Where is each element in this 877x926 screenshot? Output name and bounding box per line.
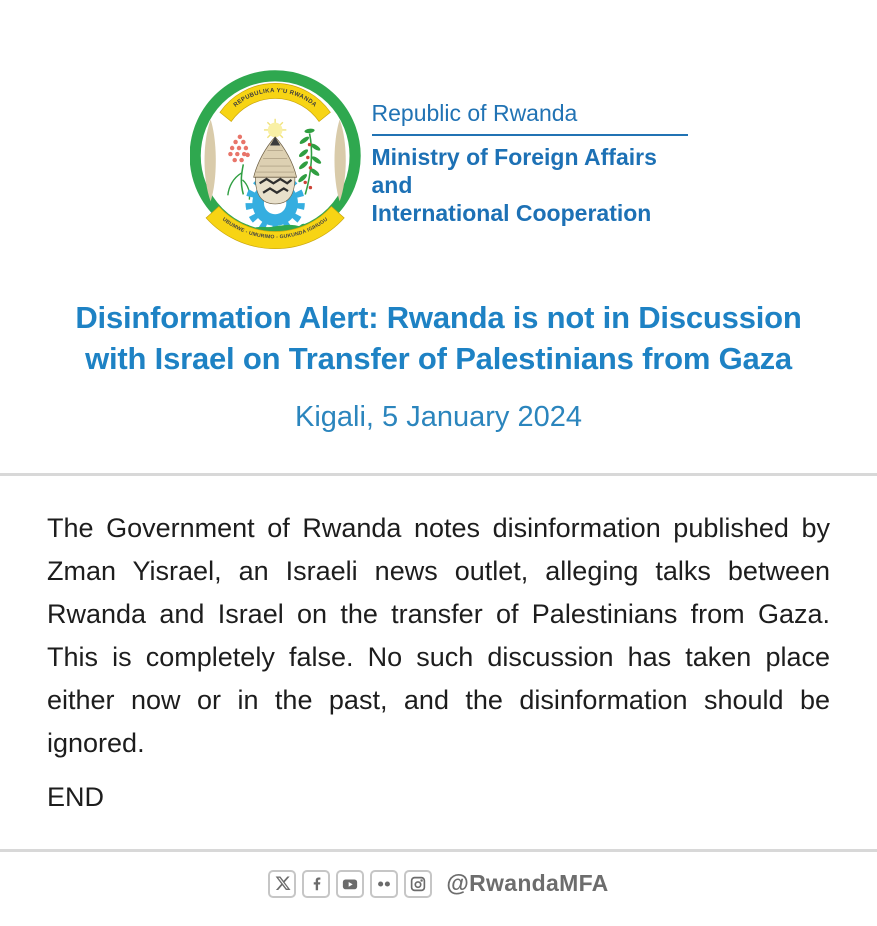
- youtube-icon[interactable]: [336, 870, 364, 898]
- instagram-icon[interactable]: [404, 870, 432, 898]
- social-handle[interactable]: @RwandaMFA: [446, 870, 609, 897]
- logo-top-banner-text: REPUBULIKA Y'U RWANDA: [232, 88, 317, 109]
- logo-bottom-banner-text: UBUMWE - UMURIMO - GUKUNDA IGIHUGU: [220, 216, 329, 241]
- dateline: Kigali, 5 January 2024: [295, 401, 582, 434]
- rwanda-coat-of-arms-logo: [190, 68, 362, 253]
- divider-bottom: [0, 849, 877, 852]
- divider-top: [0, 473, 877, 476]
- coat-of-arms-icon: [190, 68, 362, 253]
- body-paragraph: The Government of Rwanda notes disinformation published by Zman Yisrael, an Israeli news outlet, alleging talks between Rwanda and Israel on the transfer of Palestinians from Gaza. This is completely false. No such discussion has taken place either now or in the past, and the disinformation should be ignored.: [47, 513, 830, 759]
- flickr-icon[interactable]: [370, 870, 398, 898]
- social-footer: [0, 870, 877, 898]
- letterhead: [0, 68, 877, 253]
- x-twitter-icon[interactable]: [268, 870, 296, 898]
- facebook-icon[interactable]: [302, 870, 330, 898]
- country-name: Republic of Rwanda: [372, 100, 688, 136]
- end-marker: END: [47, 781, 105, 812]
- press-release-title: Disinformation Alert: Rwanda is not in Discussion with Israel on Transfer of Palestinians from Gaza: [75, 300, 802, 377]
- ministry-name-line1: Ministry of Foreign Affairs and: [371, 143, 657, 198]
- ministry-title-block: [372, 94, 688, 227]
- ministry-name-line2: International Cooperation: [371, 200, 652, 227]
